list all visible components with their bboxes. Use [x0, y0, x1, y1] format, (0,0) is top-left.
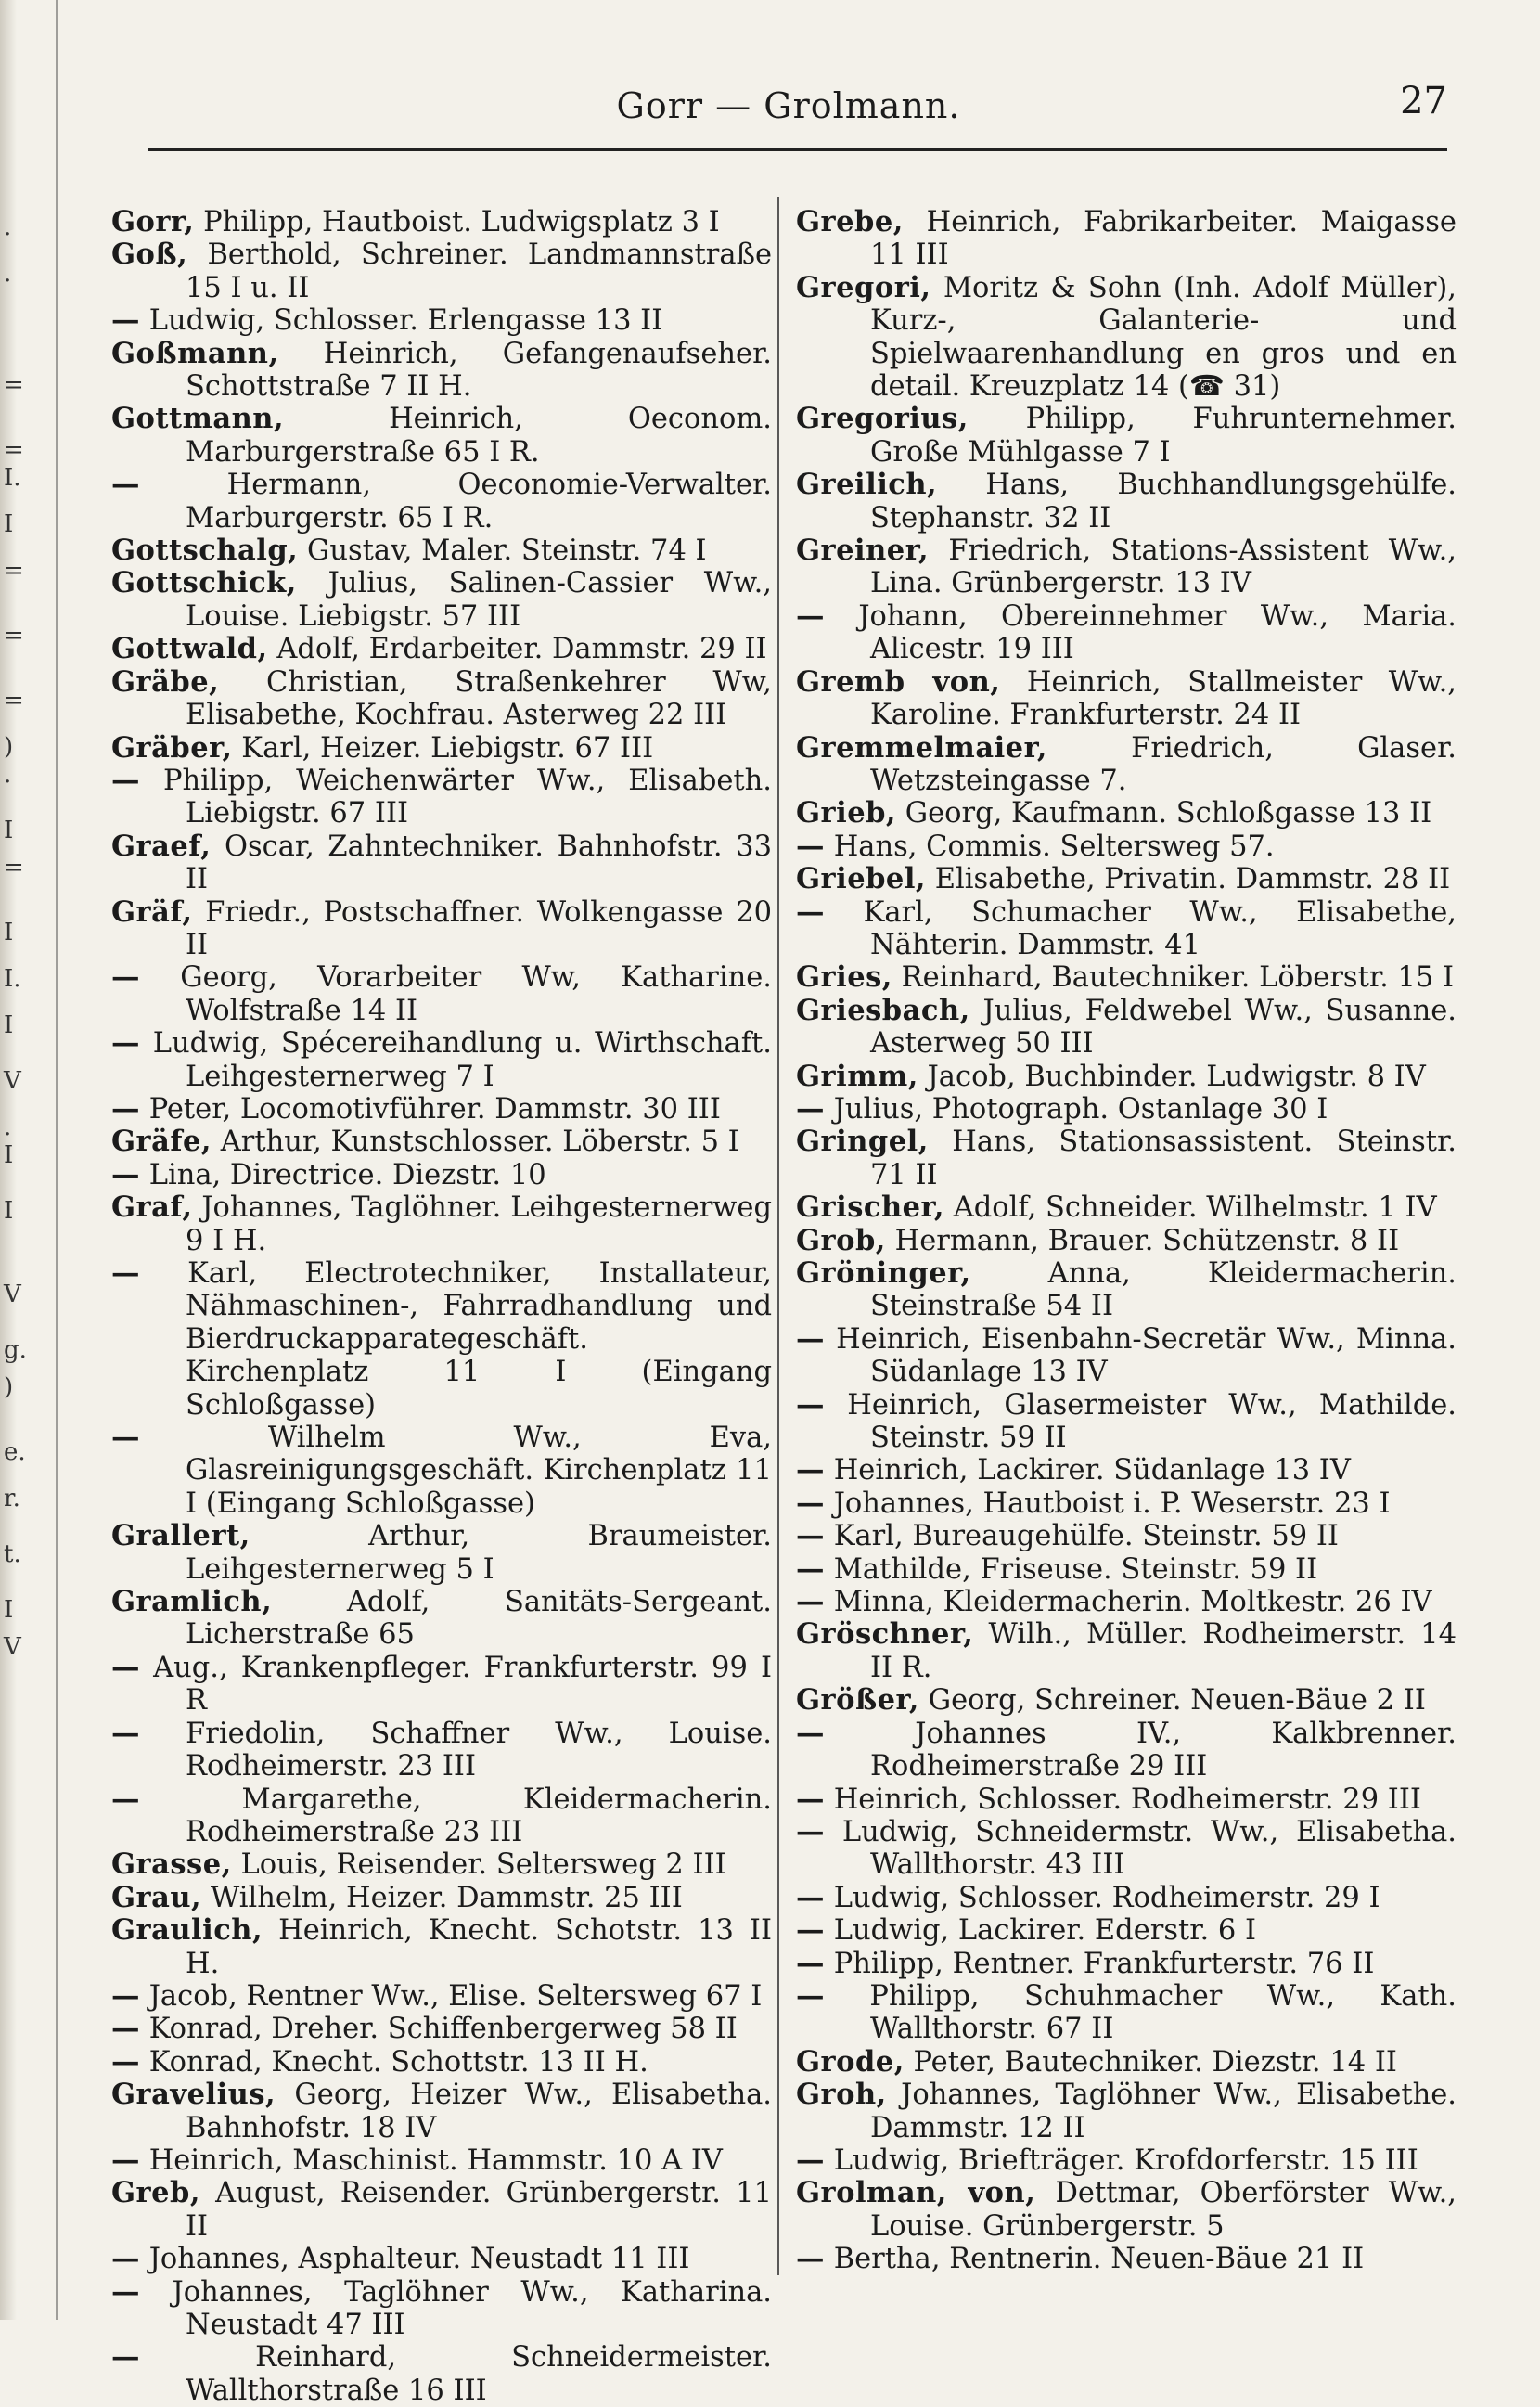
entry-details: Friedr., Postschaffner. Wolkengasse 20 II — [186, 895, 772, 961]
directory-entry — [796, 1126, 1457, 1191]
entry-details: Johann, Obereinnehmer Ww., Maria. Alicestr. 19 III — [858, 599, 1457, 666]
margin-mark: . — [4, 260, 12, 288]
entry-surname: — — [111, 2274, 140, 2309]
margin-mark: = — [4, 436, 24, 464]
entry-details: Karl, Heizer. Liebigstr. 67 III — [241, 731, 654, 765]
entry-details: Heinrich, Oeconom. Marburgerstraße 65 I R. — [186, 403, 772, 469]
directory-entry — [111, 961, 772, 1027]
directory-entry — [111, 1159, 772, 1191]
entry-surname: — — [796, 895, 825, 929]
entry-details: Johannes, Taglöhner Ww., Katharina. Neustadt 47 III — [172, 2275, 772, 2341]
entry-details: Ludwig, Schneidermstr. Ww., Elisabetha. Wallthorstr. 43 III — [841, 1815, 1457, 1882]
directory-entry — [111, 567, 772, 633]
directory-entry — [111, 732, 772, 765]
margin-mark: g. — [4, 1336, 27, 1364]
entry-details: Reinhard, Schneidermeister. Wallthorstraße 16 III — [186, 2341, 772, 2407]
directory-entry — [111, 1586, 772, 1652]
directory-entry — [111, 1422, 772, 1520]
entry-surname: Gottschick, — [111, 566, 297, 600]
entry-details: Hans, Stationsassistent. Steinstr. 71 II — [870, 1126, 1457, 1191]
entry-surname: — — [111, 1026, 140, 1061]
margin-mark: e. — [4, 1438, 26, 1466]
directory-entry — [111, 1848, 772, 1881]
entry-surname: — — [111, 1157, 140, 1191]
entry-surname: Größer, — [796, 1683, 920, 1718]
entry-surname: Graf, — [111, 1191, 193, 1225]
entry-surname: Grolman, von, — [796, 2176, 1036, 2210]
entry-surname: Goß, — [111, 238, 188, 272]
directory-entry — [111, 469, 772, 534]
entry-surname: Gramlich, — [111, 1585, 273, 1619]
directory-entry — [796, 830, 1457, 863]
entry-surname: Gries, — [796, 960, 892, 995]
margin-mark: . — [4, 761, 12, 789]
directory-entry — [796, 1487, 1457, 1520]
margin-mark: r. — [4, 1485, 20, 1512]
entry-details: Wilhelm, Heizer. Dammstr. 25 III — [210, 1881, 683, 1914]
entry-surname: — — [796, 1716, 825, 1750]
margin-mark: = — [4, 371, 24, 399]
entry-details: Anna, Kleidermacherin. Steinstraße 54 II — [870, 1257, 1457, 1323]
directory-entry — [796, 1520, 1457, 1552]
entry-surname: — — [111, 1716, 140, 1750]
left-column — [111, 206, 772, 2407]
margin-mark: V — [4, 1633, 21, 1661]
directory-entry — [111, 1191, 772, 1257]
directory-entry — [796, 1323, 1457, 1389]
directory-entry — [796, 2046, 1457, 2079]
directory-entry — [111, 2013, 772, 2045]
directory-entry — [796, 1914, 1457, 1947]
entry-surname: Goßmann, — [111, 336, 279, 370]
margin-mark: = — [4, 557, 24, 585]
entry-surname: Groh, — [796, 2078, 887, 2112]
entry-details: Christian, Straßenkehrer Ww, Elisabethe, Kochfrau. Asterweg 22 III — [186, 665, 772, 732]
entry-details: Reinhard, Bautechniker. Löberstr. 15 I — [901, 961, 1455, 995]
directory-entry — [796, 1816, 1457, 1882]
entry-details: Berthold, Schreiner. Landmannstraße 15 I u. II — [186, 238, 772, 304]
directory-entry — [111, 2341, 772, 2407]
entry-surname: — — [796, 1519, 825, 1553]
margin-mark: I — [4, 1011, 14, 1039]
entry-details: Hans, Buchhandlungsgehülfe. Stephanstr. 32 II — [870, 469, 1457, 534]
entry-surname: Gräf, — [111, 895, 193, 929]
directory-entry — [796, 732, 1457, 798]
entry-surname: Gottwald, — [111, 632, 268, 666]
entry-surname: Gröninger, — [796, 1256, 971, 1290]
entry-details: August, Reisender. Grünbergerstr. 11 II — [186, 2177, 772, 2243]
directory-entry — [796, 1191, 1457, 1224]
entry-details: Julius, Feldwebel Ww., Susanne. Asterweg 50 III — [870, 994, 1457, 1061]
entry-surname: — — [111, 1650, 140, 1684]
directory-entry — [796, 995, 1457, 1061]
entry-details: Georg, Schreiner. Neuen-Bäue 2 II — [928, 1684, 1426, 1718]
entry-surname: — — [796, 1913, 825, 1948]
directory-entry — [111, 1520, 772, 1586]
directory-entry — [796, 797, 1457, 830]
entry-details: Jacob, Buchbinder. Ludwigstr. 8 IV — [927, 1060, 1426, 1093]
entry-details: Karl, Bureaugehülfe. Steinstr. 59 II — [833, 1520, 1339, 1553]
entry-details: Karl, Electrotechniker, Installateur, Nähmaschinen-, Fahrradhandlung und Bierdruckapparategeschäft. Kirchenplatz 11 I (Eingang Schloßgasse) — [186, 1257, 772, 1422]
entry-surname: Gremmelmaier, — [796, 730, 1048, 765]
margin-mark: I. — [4, 965, 21, 993]
directory-entry — [111, 666, 772, 732]
directory-entry — [796, 1553, 1457, 1586]
entry-surname: — — [111, 1782, 140, 1816]
entry-surname: Gröschner, — [796, 1617, 974, 1652]
directory-entry — [796, 1684, 1457, 1717]
entry-details: Heinrich, Fabrikarbeiter. Maigasse 11 III — [870, 206, 1457, 272]
entry-surname: — — [111, 1091, 140, 1126]
entry-surname: Gringel, — [796, 1125, 929, 1159]
margin-mark: . — [4, 1113, 12, 1141]
page-number: 27 — [1400, 80, 1447, 122]
entry-surname: Greilich, — [796, 468, 938, 502]
entry-surname: — — [796, 2242, 825, 2276]
margin-mark: . — [4, 213, 12, 241]
right-column — [796, 206, 1457, 2276]
page-header — [130, 80, 1447, 141]
entry-details: Elisabethe, Privatin. Dammstr. 28 II — [934, 863, 1451, 896]
entry-details: Jacob, Rentner Ww., Elise. Seltersweg 67 I — [148, 1979, 763, 2013]
directory-entry — [111, 2243, 772, 2275]
directory-entry — [111, 1783, 772, 1849]
directory-entry — [111, 1652, 772, 1718]
entry-surname: — — [796, 1091, 825, 1126]
directory-entry — [111, 1257, 772, 1422]
entry-surname: Graef, — [111, 829, 212, 863]
entry-details: Wilhelm Ww., Eva, Glasreinigungsgeschäft. Kirchenplatz 11 I (Eingang Schloßgasse) — [186, 1422, 772, 1520]
entry-surname: Gorr, — [111, 205, 195, 238]
entry-details: Ludwig, Lackirer. Ederstr. 6 I — [833, 1914, 1256, 1948]
margin-mark: I — [4, 817, 14, 844]
column-divider — [777, 197, 779, 2275]
entry-details: Heinrich, Knecht. Schotstr. 13 II H. — [186, 1914, 772, 1980]
entry-surname: Gravelius, — [111, 2078, 276, 2112]
entry-surname: — — [111, 763, 140, 797]
directory-entry — [796, 2144, 1457, 2177]
entry-surname: — — [111, 468, 140, 502]
directory-entry — [796, 1718, 1457, 1783]
entry-surname: — — [111, 2340, 140, 2375]
entry-details: Philipp, Rentner. Frankfurterstr. 76 II — [833, 1947, 1375, 1980]
directory-entry — [796, 1061, 1457, 1093]
entry-surname: — — [796, 599, 825, 633]
entry-surname: Gregorius, — [796, 402, 969, 436]
directory-entry — [796, 1454, 1457, 1487]
entry-surname: — — [796, 1880, 825, 1914]
entry-details: Bertha, Rentnerin. Neuen-Bäue 21 II — [833, 2243, 1365, 2276]
entry-surname: — — [796, 1321, 825, 1356]
entry-surname: Grode, — [796, 2044, 905, 2079]
directory-entry — [796, 1389, 1457, 1455]
directory-entry — [111, 1093, 772, 1126]
entry-details: Arthur, Braumeister. Leihgesternerweg 5 I — [186, 1520, 772, 1586]
directory-entry — [111, 633, 772, 665]
entry-details: Ludwig, Briefträger. Krofdorferstr. 15 III — [833, 2143, 1418, 2177]
directory-entry — [796, 2177, 1457, 2243]
directory-entry — [111, 2046, 772, 2079]
entry-surname: — — [111, 2012, 140, 2046]
directory-entry — [111, 830, 772, 896]
entry-surname: Grau, — [111, 1880, 202, 1914]
margin-mark: I — [4, 1596, 14, 1624]
margin-mark: I — [4, 1197, 14, 1225]
directory-entry — [796, 1225, 1457, 1257]
entry-details: Hermann, Oeconomie-Verwalter. Marburgerstr. 65 I R. — [186, 469, 772, 534]
entry-details: Moritz & Sohn (Inh. Adolf Müller), Kurz-, Galanterie- und Spielwaarenhandlung en gros und en detail. Kreuzplatz 14 (☎ 31) — [870, 271, 1457, 404]
entry-surname: Grieb, — [796, 796, 897, 830]
margin-mark: = — [4, 622, 24, 650]
entry-details: Hans, Commis. Seltersweg 57. — [833, 830, 1275, 863]
entry-details: Adolf, Sanitäts-Sergeant. Licherstraße 65 — [186, 1586, 772, 1652]
directory-entry — [111, 2276, 772, 2342]
margin-mark: ) — [4, 1373, 14, 1401]
directory-entry — [796, 2079, 1457, 2144]
entry-details: Julius, Photograph. Ostanlage 30 I — [833, 1092, 1328, 1126]
entry-details: Louis, Reisender. Seltersweg 2 III — [240, 1848, 726, 1882]
directory-entry — [796, 1948, 1457, 1980]
directory-entry — [796, 2243, 1457, 2275]
entry-surname: — — [796, 1453, 825, 1487]
directory-entry — [796, 1618, 1457, 1684]
entry-surname: Greb, — [111, 2176, 200, 2210]
entry-details: Johannes IV., Kalkbrenner. Rodheimerstraße 29 III — [870, 1717, 1457, 1783]
entry-details: Dettmar, Oberförster Ww., Louise. Grünbergerstr. 5 — [870, 2177, 1457, 2243]
entry-details: Margarethe, Kleidermacherin. Rodheimerstraße 23 III — [186, 1783, 772, 1848]
entry-details: Arthur, Kunstschlosser. Löberstr. 5 I — [220, 1126, 739, 1159]
entry-surname: — — [111, 1421, 140, 1455]
entry-details: Minna, Kleidermacherin. Moltkestr. 26 IV — [833, 1586, 1432, 1619]
entry-surname: Grischer, — [796, 1191, 944, 1225]
entry-surname: — — [111, 2143, 140, 2177]
entry-details: Ludwig, Schlosser. Rodheimerstr. 29 I — [833, 1881, 1380, 1914]
margin-mark: I — [4, 510, 14, 538]
entry-surname: — — [796, 1585, 825, 1619]
running-head: Gorr — Grolmann. — [616, 85, 961, 126]
entry-details: Johannes, Hautboist i. P. Weserstr. 23 I — [833, 1487, 1391, 1520]
margin-marks — [4, 0, 41, 2320]
entry-surname: — — [796, 1946, 825, 1980]
margin-mark: V — [4, 1281, 21, 1308]
entry-details: Mathilde, Friseuse. Steinstr. 59 II — [833, 1552, 1318, 1586]
entry-surname: — — [796, 2143, 825, 2177]
entry-details: Aug., Krankenpfleger. Frankfurterstr. 99 I R — [153, 1651, 772, 1718]
directory-entry — [796, 863, 1457, 895]
entry-details: Peter, Locomotivführer. Dammstr. 30 III — [148, 1092, 721, 1126]
directory-entry — [111, 2144, 772, 2177]
margin-mark: t. — [4, 1540, 21, 1568]
header-rule — [148, 148, 1447, 151]
directory-entry — [111, 1914, 772, 1980]
directory-entry — [796, 1882, 1457, 1914]
entry-details: Heinrich, Eisenbahn-Secretär Ww., Minna. Südanlage 13 IV — [836, 1322, 1457, 1389]
entry-surname: — — [111, 303, 140, 338]
directory-entry — [111, 403, 772, 469]
entry-surname: — — [796, 829, 825, 863]
entry-surname: — — [111, 1256, 140, 1290]
entry-details: Ludwig, Spécereihandlung u. Wirthschaft. Leihgesternerweg 7 I — [152, 1027, 772, 1093]
entry-details: Johannes, Taglöhner Ww., Elisabethe. Dammstr. 12 II — [870, 2079, 1457, 2144]
entry-details: Hermann, Brauer. Schützenstr. 8 II — [894, 1224, 1400, 1257]
entry-details: Konrad, Knecht. Schottstr. 13 II H. — [148, 2045, 648, 2079]
entry-details: Adolf, Erdarbeiter. Dammstr. 29 II — [276, 633, 767, 666]
entry-surname: — — [111, 960, 140, 995]
entry-details: Johannes, Taglöhner. Leihgesternerweg 9 I H. — [186, 1191, 772, 1257]
directory-entry — [796, 272, 1457, 404]
entry-details: Oscar, Zahntechniker. Bahnhofstr. 33 II — [186, 830, 772, 896]
entry-details: Georg, Vorarbeiter Ww, Katharine. Wolfstraße 14 II — [180, 961, 772, 1027]
directory-entry — [111, 1027, 772, 1093]
entry-details: Adolf, Schneider. Wilhelmstr. 1 IV — [953, 1191, 1437, 1225]
entry-details: Ludwig, Schlosser. Erlengasse 13 II — [148, 304, 663, 338]
entry-details: Philipp, Fuhrunternehmer. Große Mühlgasse 7 I — [870, 403, 1457, 469]
entry-surname: Griesbach, — [796, 993, 970, 1027]
directory-entry — [796, 1093, 1457, 1126]
entry-details: Heinrich, Stallmeister Ww., Karoline. Frankfurterstr. 24 II — [870, 665, 1457, 732]
entry-surname: — — [796, 1486, 825, 1520]
directory-entry — [796, 1980, 1457, 2046]
directory-entry — [796, 534, 1457, 600]
entry-details: Philipp, Hautboist. Ludwigsplatz 3 I — [203, 206, 720, 238]
entry-surname: — — [111, 2044, 140, 2079]
directory-entry — [796, 961, 1457, 994]
entry-surname: — — [796, 1978, 825, 2013]
directory-entry — [111, 338, 772, 404]
entry-surname: Gräbe, — [111, 664, 220, 699]
entry-surname: — — [796, 1782, 825, 1816]
directory-entry — [796, 1586, 1457, 1618]
entry-details: Georg, Kaufmann. Schloßgasse 13 II — [905, 797, 1432, 830]
margin-mark: ) — [4, 733, 14, 761]
entry-details: Johannes, Asphalteur. Neustadt 11 III — [148, 2243, 690, 2276]
entry-surname: Gräfe, — [111, 1125, 212, 1159]
entry-surname: — — [796, 1814, 825, 1848]
margin-mark: I — [4, 919, 14, 946]
directory-entry — [111, 1126, 772, 1158]
entry-surname: Gremb von, — [796, 664, 1001, 699]
entry-details: Heinrich, Gefangenaufseher. Schottstraße 7 II H. — [186, 337, 772, 404]
directory-entry — [111, 1718, 772, 1783]
entry-surname: Grimm, — [796, 1059, 918, 1093]
entry-details: Konrad, Dreher. Schiffenbergerweg 58 II — [148, 2013, 738, 2046]
directory-entry — [111, 765, 772, 830]
directory-entry — [111, 896, 772, 962]
entry-details: Friedolin, Schaffner Ww., Louise. Rodheimerstr. 23 III — [186, 1717, 773, 1783]
directory-entry — [111, 1882, 772, 1914]
directory-entry — [796, 896, 1457, 962]
entry-details: Wilh., Müller. Rodheimerstr. 14 II R. — [870, 1618, 1457, 1684]
directory-entry — [796, 403, 1457, 469]
entry-details: Peter, Bautechniker. Diezstr. 14 II — [913, 2045, 1397, 2079]
entry-surname: Grebe, — [796, 205, 904, 238]
entry-surname: Grob, — [796, 1223, 886, 1257]
entry-surname: Greiner, — [796, 534, 930, 568]
entry-surname: — — [796, 1387, 825, 1422]
directory-entry — [796, 469, 1457, 534]
directory-entry — [111, 1980, 772, 2013]
binding-rule — [56, 0, 58, 2320]
entry-details: Friedrich, Glaser. Wetzsteingasse 7. — [870, 731, 1457, 797]
margin-mark: I. — [4, 464, 21, 492]
entry-surname: Gregori, — [796, 270, 931, 304]
margin-mark: V — [4, 1067, 21, 1095]
entry-surname: Gottschalg, — [111, 534, 299, 568]
entry-details: Heinrich, Lackirer. Südanlage 13 IV — [833, 1454, 1351, 1487]
directory-entry — [111, 2079, 772, 2144]
directory-entry — [796, 666, 1457, 732]
directory-entry — [796, 600, 1457, 666]
entry-surname: Grallert, — [111, 1519, 250, 1553]
directory-entry — [111, 304, 772, 337]
entry-details: Lina, Directrice. Diezstr. 10 — [148, 1158, 546, 1191]
entry-details: Heinrich, Maschinist. Hammstr. 10 A IV — [148, 2143, 723, 2177]
entry-details: Georg, Heizer Ww., Elisabetha. Bahnhofstr. 18 IV — [186, 2079, 772, 2144]
entry-details: Heinrich, Glasermeister Ww., Mathilde. Steinstr. 59 II — [847, 1388, 1457, 1455]
entry-details: Julius, Salinen-Cassier Ww., Louise. Liebigstr. 57 III — [186, 567, 772, 633]
entry-surname: — — [796, 1551, 825, 1586]
entry-details: Philipp, Schuhmacher Ww., Kath. Wallthorstr. 67 II — [869, 1979, 1457, 2046]
directory-entry — [796, 1783, 1457, 1816]
entry-surname: Gräber, — [111, 730, 233, 765]
directory-entry — [796, 1257, 1457, 1323]
entry-surname: — — [111, 1978, 140, 2013]
margin-mark: = — [4, 854, 24, 882]
margin-mark: = — [4, 687, 24, 714]
entry-details: Friedrich, Stations-Assistent Ww., Lina. Grünbergerstr. 13 IV — [870, 534, 1457, 600]
directory-entry — [111, 534, 772, 567]
entry-details: Gustav, Maler. Steinstr. 74 I — [306, 534, 707, 568]
directory-entry — [111, 206, 772, 238]
entry-surname: Griebel, — [796, 862, 927, 896]
entry-surname: Grasse, — [111, 1847, 232, 1882]
margin-mark: I — [4, 1141, 14, 1169]
directory-entry — [796, 206, 1457, 272]
entry-details: Philipp, Weichenwärter Ww., Elisabeth. Liebigstr. 67 III — [163, 764, 772, 830]
entry-surname: Gottmann, — [111, 402, 285, 436]
directory-entry — [111, 238, 772, 304]
entry-details: Heinrich, Schlosser. Rodheimerstr. 29 III — [833, 1783, 1421, 1816]
entry-surname: — — [111, 2242, 140, 2276]
directory-entry — [111, 2177, 772, 2243]
entry-details: Karl, Schumacher Ww., Elisabethe, Nähterin. Dammstr. 41 — [863, 895, 1457, 961]
entry-surname: Graulich, — [111, 1913, 263, 1948]
